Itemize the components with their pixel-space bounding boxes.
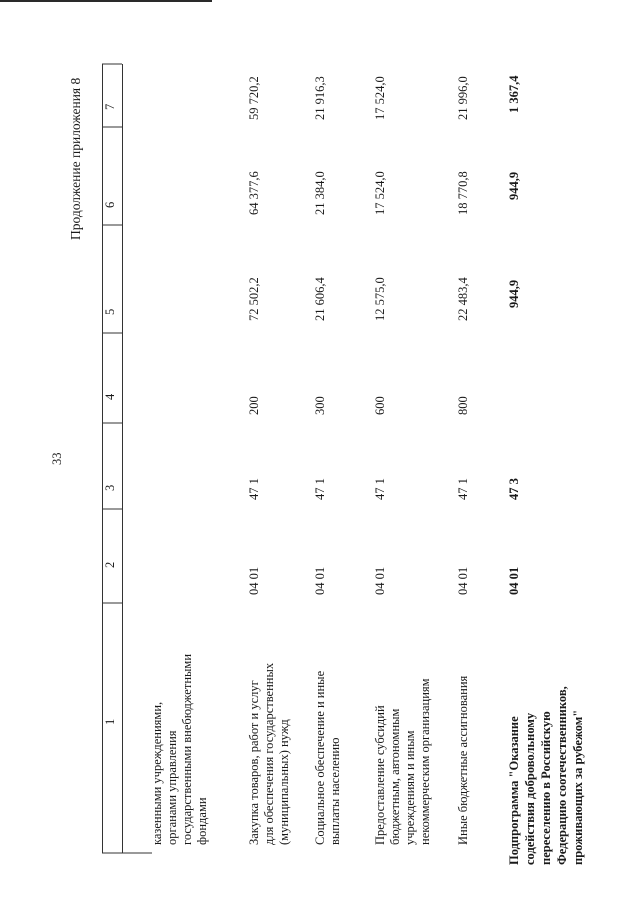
- col-header-2: 2: [103, 561, 117, 568]
- row-3-value-6: 17 524,0: [373, 171, 387, 215]
- header-bottom-line: [122, 64, 123, 853]
- row-2-name-line-1: выплаты населению: [328, 737, 342, 845]
- row-1-program: 47 1: [247, 478, 261, 500]
- row-3-name-line-1: бюджетным, автономным: [388, 708, 402, 845]
- row-0-name-line-3: фондами: [195, 797, 209, 845]
- col-header-4: 4: [103, 393, 117, 400]
- row-3-name-line-3: некоммерческим организациям: [418, 678, 432, 845]
- row-5-name-line-3: Федерацию соотечественников,: [555, 686, 569, 865]
- row-3-value-5: 12 575,0: [373, 277, 387, 321]
- row-2-value-7: 21 916,3: [313, 76, 327, 120]
- row-1-name-line-0: Закупка товаров, работ и услуг: [247, 680, 261, 845]
- row-2-type: 300: [313, 396, 327, 415]
- row-5-program: 47 3: [507, 478, 521, 500]
- row-4-code: 04 01: [456, 566, 470, 595]
- row-2-code: 04 01: [313, 566, 327, 595]
- col-header-7: 7: [103, 103, 117, 110]
- row-2-value-6: 21 384,0: [313, 171, 327, 215]
- row-3-value-7: 17 524,0: [373, 76, 387, 120]
- row-5-value-6: 944,9: [507, 171, 521, 200]
- row-4-type: 800: [456, 396, 470, 415]
- row-5-name-line-1: содействия добровольному: [523, 712, 537, 865]
- row-4-program: 47 1: [456, 478, 470, 500]
- row-1-value-7: 59 720,2: [247, 76, 261, 120]
- row-3-code: 04 01: [373, 566, 387, 595]
- row-1-value-6: 64 377,6: [247, 171, 261, 215]
- row-0-name-line-0: казенными учреждениями,: [150, 701, 164, 845]
- page-number: 33: [50, 452, 64, 465]
- row-1-name-line-1: для обеспечения государственных: [262, 662, 276, 845]
- row-1-code: 04 01: [247, 566, 261, 595]
- row-2-name-line-0: Социальное обеспечение и иные: [313, 670, 327, 845]
- continuation-title: Продолжение приложения 8: [68, 77, 83, 240]
- row-3-name-line-2: учреждениям и иным: [403, 730, 417, 845]
- row-0-name-line-1: органами управления: [165, 730, 179, 845]
- row-5-name-line-4: проживающих за рубежом": [571, 709, 585, 865]
- row-3-program: 47 1: [373, 478, 387, 500]
- row-5-name-line-2: переселению в Российскую: [539, 711, 553, 865]
- row-1-name-line-2: (муниципальных) нужд: [277, 719, 291, 845]
- col-header-5: 5: [103, 308, 117, 315]
- row-4-value-6: 18 770,8: [456, 171, 470, 215]
- row-5-name-line-0: Подпрограмма "Оказание: [507, 716, 521, 865]
- row-3-type: 600: [373, 396, 387, 415]
- row-1-value-5: 72 502,2: [247, 277, 261, 321]
- col-header-6: 6: [103, 201, 117, 208]
- row-4-value-7: 21 996,0: [456, 76, 470, 120]
- row-1-type: 200: [247, 396, 261, 415]
- row-5-code: 04 01: [507, 566, 521, 595]
- col-header-3: 3: [103, 484, 117, 491]
- row-5-value-5: 944,9: [507, 279, 521, 308]
- row-4-name-line-0: Иные бюджетные ассигнования: [456, 675, 470, 845]
- row-5-value-7: 1 367,4: [507, 75, 521, 113]
- row-3-name-line-0: Предоставление субсидий: [373, 705, 387, 845]
- col-header-1: 1: [103, 718, 117, 725]
- row-2-program: 47 1: [313, 478, 327, 500]
- row-2-value-5: 21 606,4: [313, 277, 327, 321]
- row-0-name-line-2: государственными внебюджетными: [180, 653, 194, 845]
- header-top-line: [102, 64, 103, 853]
- row-4-value-5: 22 483,4: [456, 277, 470, 321]
